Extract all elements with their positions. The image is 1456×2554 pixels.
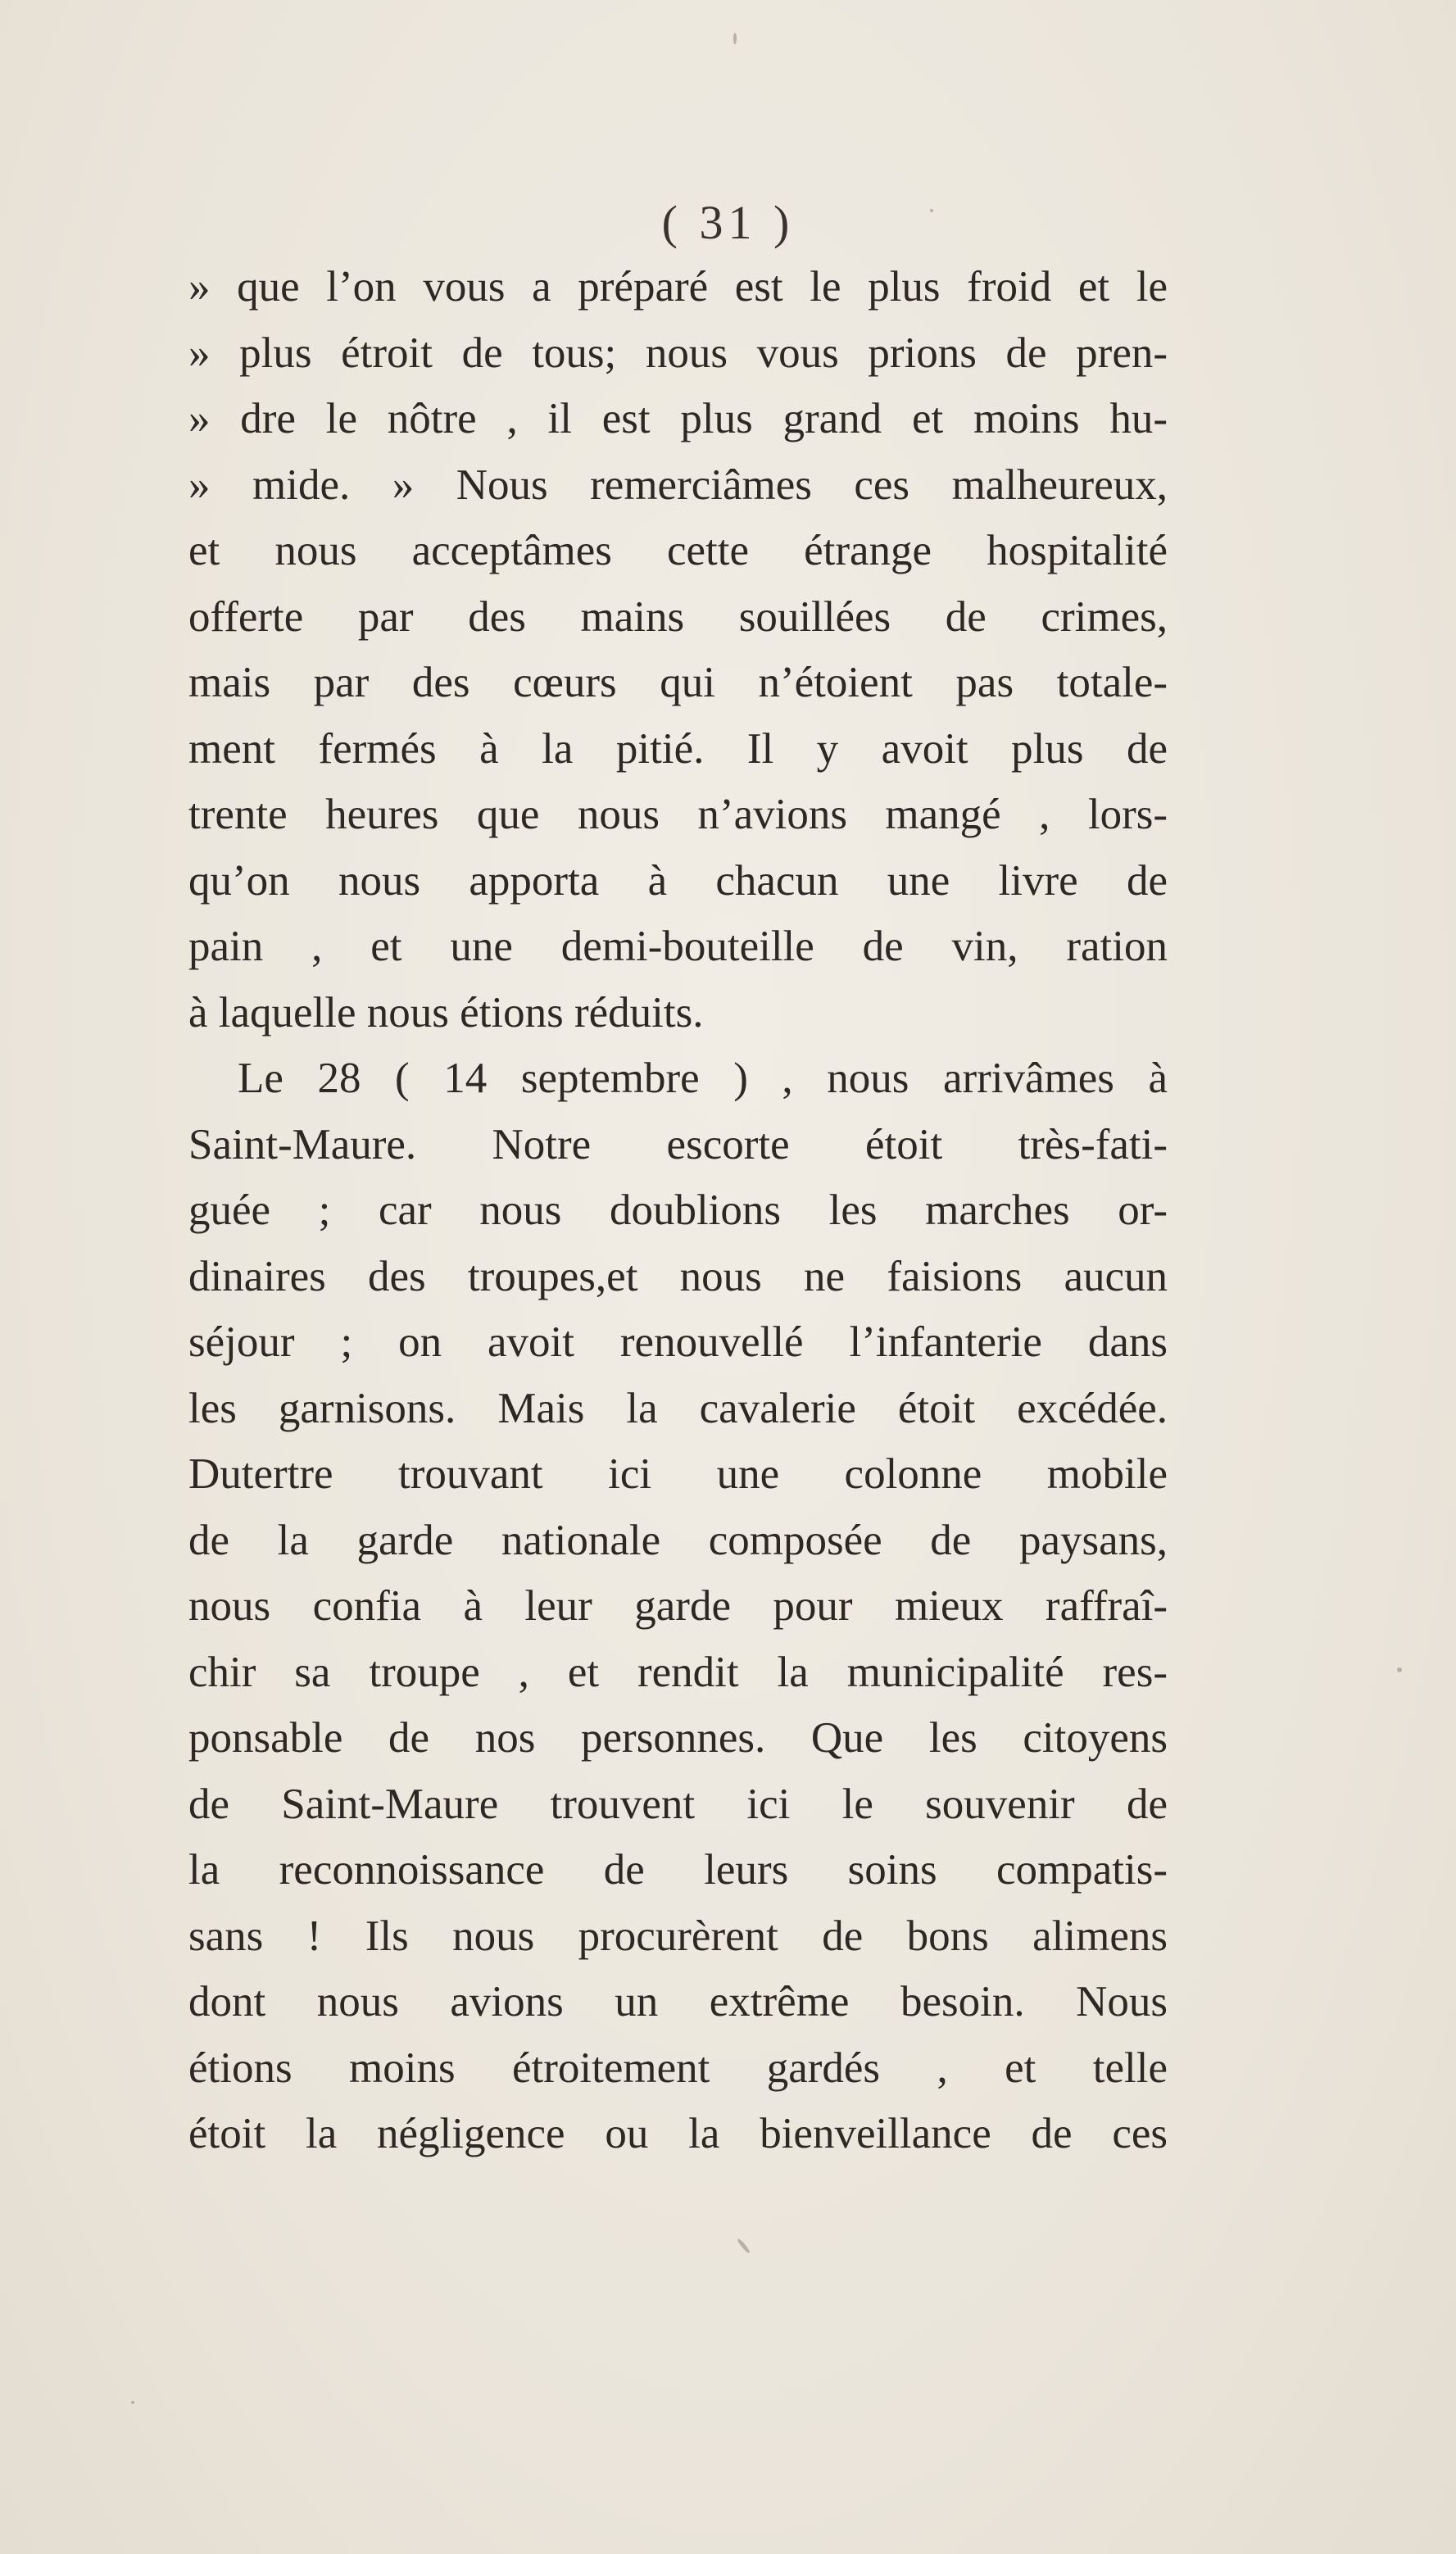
paper-speck bbox=[737, 2238, 751, 2254]
text-line: Saint-Maure. Notre escorte étoit très-fati- bbox=[188, 1120, 1168, 1168]
text-line: ponsable de nos personnes. Que les citoyens bbox=[188, 1714, 1168, 1762]
text-line: » que l’on vous a préparé est le plus froid et le bbox=[188, 263, 1168, 311]
paper-speck bbox=[1397, 1667, 1402, 1672]
text-line: guée ; car nous doublions les marches or- bbox=[188, 1186, 1168, 1234]
text-line: mais par des cœurs qui n’étoient pas totale- bbox=[188, 659, 1168, 706]
text-line: de la garde nationale composée de paysans, bbox=[188, 1516, 1168, 1564]
text-line: » plus étroit de tous; nous vous prions de pren- bbox=[188, 329, 1168, 377]
text-line: ment fermés à la pitié. Il y avoit plus de bbox=[188, 724, 1168, 773]
text-line: chir sa troupe , et rendit la municipalité res- bbox=[188, 1648, 1168, 1696]
page-number: ( 31 ) bbox=[661, 196, 795, 249]
text-line: pain , et une demi-bouteille de vin, ration bbox=[188, 923, 1168, 970]
text-line: dinaires des troupes,et nous ne faisions aucun bbox=[188, 1252, 1168, 1300]
text-line: sans ! Ils nous procurèrent de bons alimens bbox=[188, 1912, 1168, 1960]
text-line: » dre le nôtre , il est plus grand et moins hu- bbox=[188, 395, 1168, 442]
paper-speck bbox=[131, 2401, 134, 2404]
paragraph-start-line: Le 28 ( 14 septembre ) , nous arrivâmes à bbox=[238, 1055, 1168, 1102]
text-line: étoit la négligence ou la bienveillance de ces bbox=[188, 2110, 1168, 2157]
text-line: les garnisons. Mais la cavalerie étoit excédée. bbox=[188, 1384, 1168, 1432]
text-line: à laquelle nous étions réduits. bbox=[188, 988, 704, 1037]
paper-speck bbox=[733, 33, 737, 44]
text-line: » mide. » Nous remerciâmes ces malheureux, bbox=[188, 460, 1168, 509]
text-line: trente heures que nous n’avions mangé , lors- bbox=[188, 791, 1168, 838]
text-line: séjour ; on avoit renouvellé l’infanterie dans bbox=[188, 1318, 1168, 1366]
text-line: étions moins étroitement gardés , et telle bbox=[188, 2044, 1168, 2092]
text-line: de Saint-Maure trouvent ici le souvenir de bbox=[188, 1780, 1168, 1828]
text-line: nous confia à leur garde pour mieux raffraî- bbox=[188, 1582, 1168, 1630]
text-line: dont nous avions un extrême besoin. Nous bbox=[188, 1978, 1168, 2026]
body-text bbox=[188, 254, 1168, 2167]
text-line: la reconnoissance de leurs soins compatis- bbox=[188, 1846, 1168, 1894]
text-line: qu’on nous apporta à chacun une livre de bbox=[188, 856, 1168, 905]
text-line: et nous acceptâmes cette étrange hospitalité bbox=[188, 527, 1168, 574]
text-line: Dutertre trouvant ici une colonne mobile bbox=[188, 1450, 1168, 1498]
paper-speck bbox=[930, 209, 933, 212]
text-line: offerte par des mains souillées de crimes, bbox=[188, 592, 1168, 641]
